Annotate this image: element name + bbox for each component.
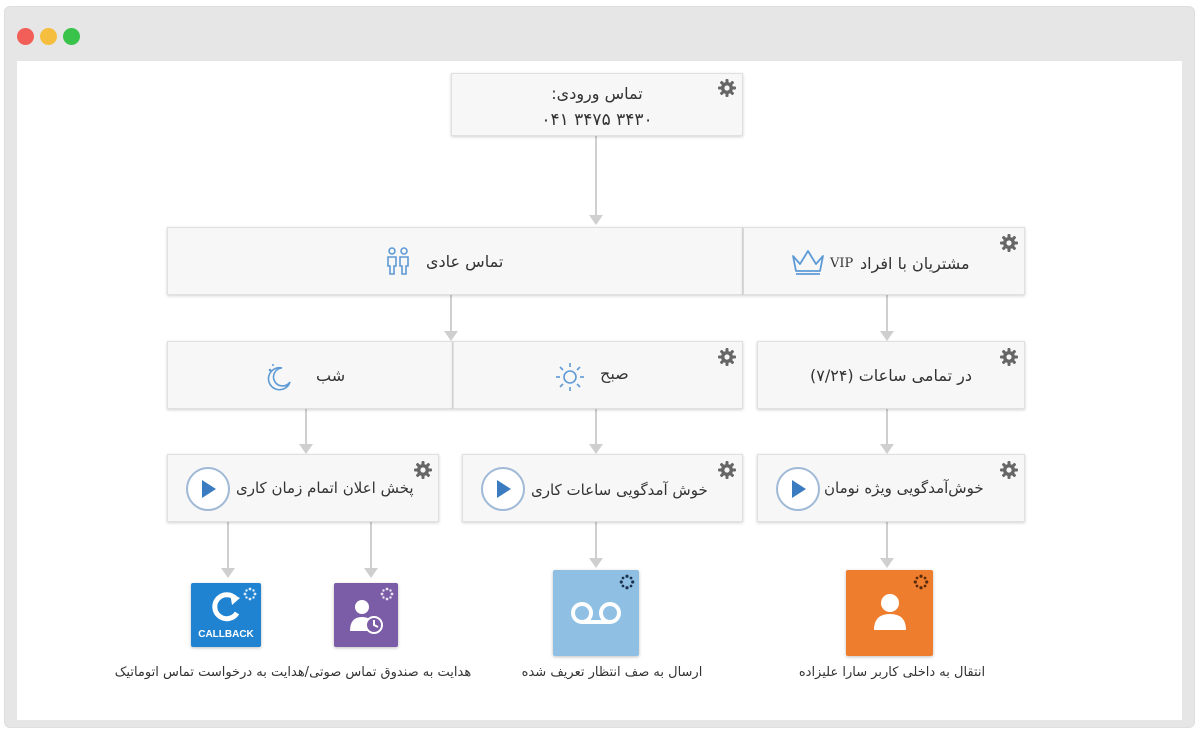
vip-tag: VIP [830,256,854,271]
vip-welcome-label: خوش‌آمدگویی ویژه نومان [824,479,984,497]
play-button[interactable] [186,467,230,511]
play-icon [788,478,808,500]
play-button[interactable] [776,467,820,511]
connector-line [227,521,229,568]
connector-arrow [880,558,894,568]
connector-arrow [880,331,894,341]
normal-call-label: تماس عادی [426,252,504,271]
gear-icon[interactable] [412,459,434,481]
connector-line [886,291,888,331]
spinner-icon [619,574,635,590]
vip-customers-label: مشتریان با افراد [860,254,970,273]
connector-line [595,407,597,444]
incoming-call-card[interactable] [451,73,743,136]
connector-line [886,407,888,444]
callback-tile[interactable] [191,583,261,647]
after-hours-announcement-card[interactable] [167,454,439,522]
play-button[interactable] [481,467,525,511]
callback-text: CALLBACK [198,629,254,640]
connector-arrow [589,444,603,454]
connector-arrow [589,558,603,568]
vip-welcome-card[interactable] [757,454,1025,522]
gear-icon[interactable] [998,346,1020,368]
queue-label: ارسال به صف انتظار تعریف شده [521,665,703,680]
call-flow-diagram [17,61,1182,720]
gear-icon[interactable] [716,459,738,481]
minimize-window-button[interactable] [40,28,57,45]
spinner-icon [913,574,929,590]
transfer-label: انتقال به داخلی کاربر سارا علیزاده [798,665,986,680]
play-icon [198,478,218,500]
incoming-call-number: ۰۴۱ ۳۴۷۵ ۳۴۳۰ [541,110,653,130]
normal-call-card[interactable] [167,227,743,295]
connector-line [370,521,372,568]
people-icon [384,246,412,276]
crown-icon [790,246,826,276]
voicemail-icon [570,600,622,626]
connector-arrow [299,444,313,454]
voicemail-tile[interactable] [334,583,398,647]
connector-line [595,135,597,215]
moon-icon [264,362,294,392]
sun-icon [554,361,586,393]
callback-icon [209,589,243,625]
gear-icon[interactable] [998,232,1020,254]
morning-card[interactable] [453,341,743,409]
callback-voicemail-label: هدایت به صندوق تماس صوتی/هدایت به درخواست تماس اتوماتیک [114,665,472,680]
connector-arrow [880,444,894,454]
after-hours-label: پخش اعلان اتمام زمان کاری [236,479,414,497]
morning-label: صبح [600,364,629,383]
connector-line [305,407,307,444]
spinner-icon [243,587,257,601]
gear-icon[interactable] [998,459,1020,481]
all-hours-label: در تمامی ساعات (۷/۲۴) [809,366,973,385]
connector-line [450,291,452,331]
incoming-call-title: تماس ورودی: [551,84,643,103]
connector-arrow [444,331,458,341]
close-window-button[interactable] [17,28,34,45]
connector-arrow [589,215,603,225]
title-bar [5,7,1194,61]
connector-line [595,521,597,558]
vip-customers-card[interactable] [743,227,1025,295]
night-card[interactable] [167,341,453,409]
gear-icon[interactable] [716,346,738,368]
user-icon [872,592,908,632]
queue-tile[interactable] [553,570,639,656]
browser-window [4,6,1195,728]
user-clock-icon [348,597,384,635]
connector-arrow [364,568,378,578]
all-hours-card[interactable] [757,341,1025,409]
transfer-tile[interactable] [846,570,933,656]
connector-line [886,521,888,558]
play-icon [493,478,513,500]
office-hours-label: خوش آمدگویی ساعات کاری [531,481,708,499]
connector-arrow [221,568,235,578]
maximize-window-button[interactable] [63,28,80,45]
office-hours-welcome-card[interactable] [462,454,743,522]
night-label: شب [316,366,346,385]
